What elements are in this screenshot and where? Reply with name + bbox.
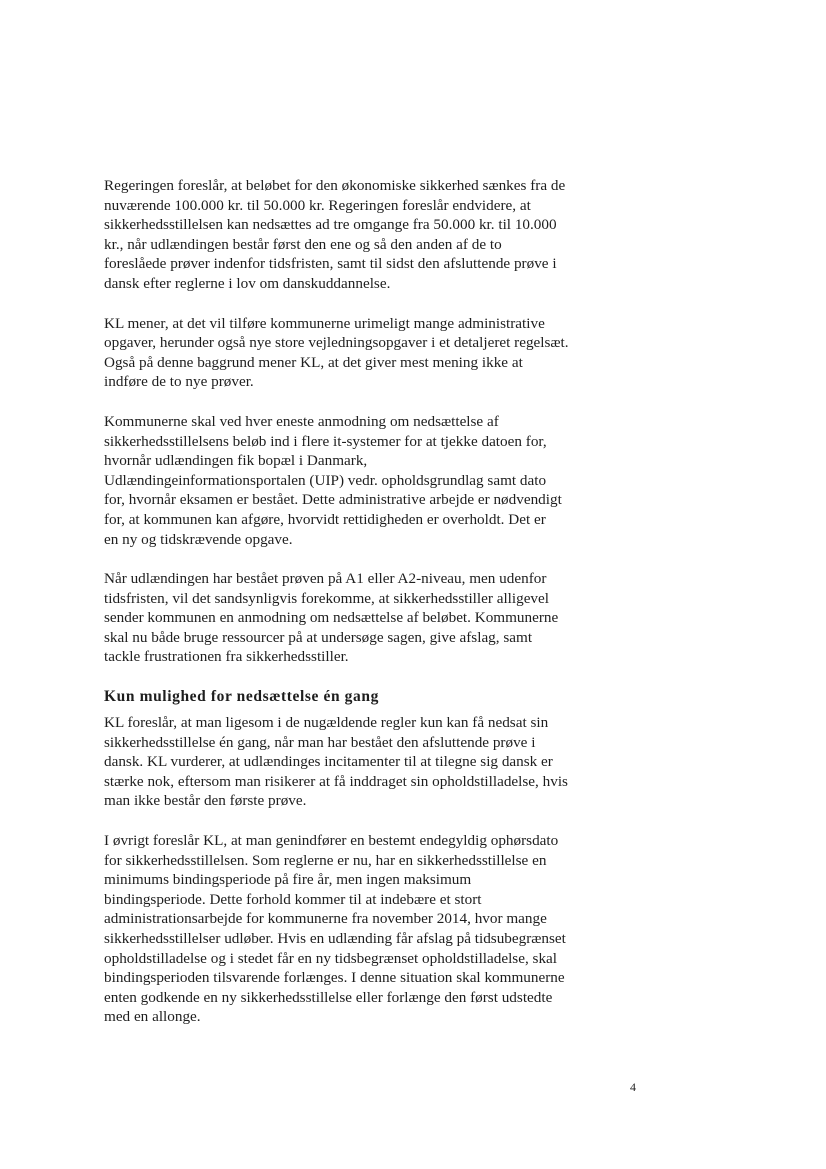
text-line: tackle frustrationen fra sikkerhedsstiller. (104, 648, 349, 666)
text-line: Regeringen foreslår, at beløbet for den økonomiske sikkerhed sænkes fra de (104, 177, 566, 194)
text-line: minimums bindingsperiode på fire år, men ingen maksimum (104, 871, 472, 889)
text-line: dansk. KL vurderer, at udlændinges incitamenter til at tilegne sig dansk er (104, 753, 553, 771)
paragraph-5 (104, 713, 624, 811)
text-line: indføre de to nye prøver. (104, 373, 254, 391)
text-line: enten godkende en ny sikkerhedsstillelse eller forlænge den først udstedte (104, 988, 553, 1006)
text-line: for sikkerhedsstillelsen. Som reglerne er nu, har en sikkerhedsstillelse en (104, 851, 547, 869)
text-line: for, hvornår eksamen er bestået. Dette administrative arbejde er nødvendigt (104, 491, 562, 509)
page-number: 4 (630, 1080, 636, 1094)
text-line: sender kommunen en anmodning om nedsættelse af beløbet. Kommunerne (104, 609, 559, 627)
paragraph-2 (104, 314, 624, 392)
text-line: dansk efter reglerne i lov om danskuddannelse. (104, 274, 391, 292)
text-line: skal nu både bruge ressourcer på at undersøge sagen, give afslag, samt (104, 628, 533, 646)
text-line: Kommunerne skal ved hver eneste anmodning om nedsættelse af (104, 412, 499, 430)
text-line: nuværende 100.000 kr. til 50.000 kr. Regeringen foreslår endvidere, at (104, 196, 531, 214)
document-body (104, 176, 624, 1047)
text-line: Når udlændingen har bestået prøven på A1 eller A2-niveau, men udenfor (104, 570, 547, 588)
paragraph-1 (104, 176, 624, 294)
text-line: opholdstilladelse og i stedet får en ny tidsbegrænset opholdstilladelse, skal (104, 949, 558, 967)
text-line: Udlændingeinformationsportalen (UIP) vedr. opholdsgrundlag samt dato (104, 471, 547, 489)
text-line: sikkerhedsstillelse én gang, når man har bestået den afsluttende prøve i (104, 733, 536, 751)
text-line: med en allonge. (104, 1008, 201, 1026)
text-line: sikkerhedsstillelsens beløb ind i flere it-systemer for at tjekke datoen for, (104, 432, 547, 450)
paragraph-4 (104, 569, 624, 667)
text-line: bindingsperioden tilsvarende forlænges. I denne situation skal kommunerne (104, 969, 565, 987)
paragraph-6 (104, 831, 624, 1027)
text-line: foreslåede prøver indenfor tidsfristen, samt til sidst den afsluttende prøve i (104, 255, 557, 273)
text-line: sikkerhedsstillelsen kan nedsættes ad tre omgange fra 50.000 kr. til 10.000 (104, 216, 557, 234)
text-line: KL foreslår, at man ligesom i de nugældende regler kun kan få nedsat sin (104, 714, 549, 732)
paragraph-3 (104, 412, 624, 549)
text-line: sikkerhedsstillelser udløber. Hvis en udlænding får afslag på tidsubegrænset (104, 930, 566, 947)
text-line: tidsfristen, vil det sandsynligvis forekomme, at sikkerhedsstiller alligevel (104, 589, 549, 607)
text-line: opgaver, herunder også nye store vejledningsopgaver i et detaljeret regelsæt. (104, 334, 569, 352)
text-line: administrationsarbejde for kommunerne fra november 2014, hvor mange (104, 910, 547, 928)
text-line: en ny og tidskrævende opgave. (104, 530, 293, 548)
text-line: Også på denne baggrund mener KL, at det giver mest mening ikke at (104, 353, 523, 371)
text-line: bindingsperiode. Dette forhold kommer til at indebære et stort (104, 890, 482, 908)
text-line: stærke nok, eftersom man risikerer at få inddraget sin opholdstilladelse, hvis (104, 772, 568, 790)
text-line: man ikke består den første prøve. (104, 792, 307, 810)
section-heading: Kun mulighed for nedsættelse én gang (104, 688, 379, 706)
text-line: for, at kommunen kan afgøre, hvorvidt rettidigheden er overholdt. Det er (104, 510, 546, 528)
text-line: I øvrigt foreslår KL, at man genindfører en bestemt endegyldig ophørsdato (104, 832, 559, 850)
text-line: hvornår udlændingen fik bopæl i Danmark, (104, 452, 368, 470)
text-line: kr., når udlændingen består først den ene og så den anden af de to (104, 235, 502, 253)
text-line: KL mener, at det vil tilføre kommunerne urimeligt mange administrative (104, 314, 545, 332)
